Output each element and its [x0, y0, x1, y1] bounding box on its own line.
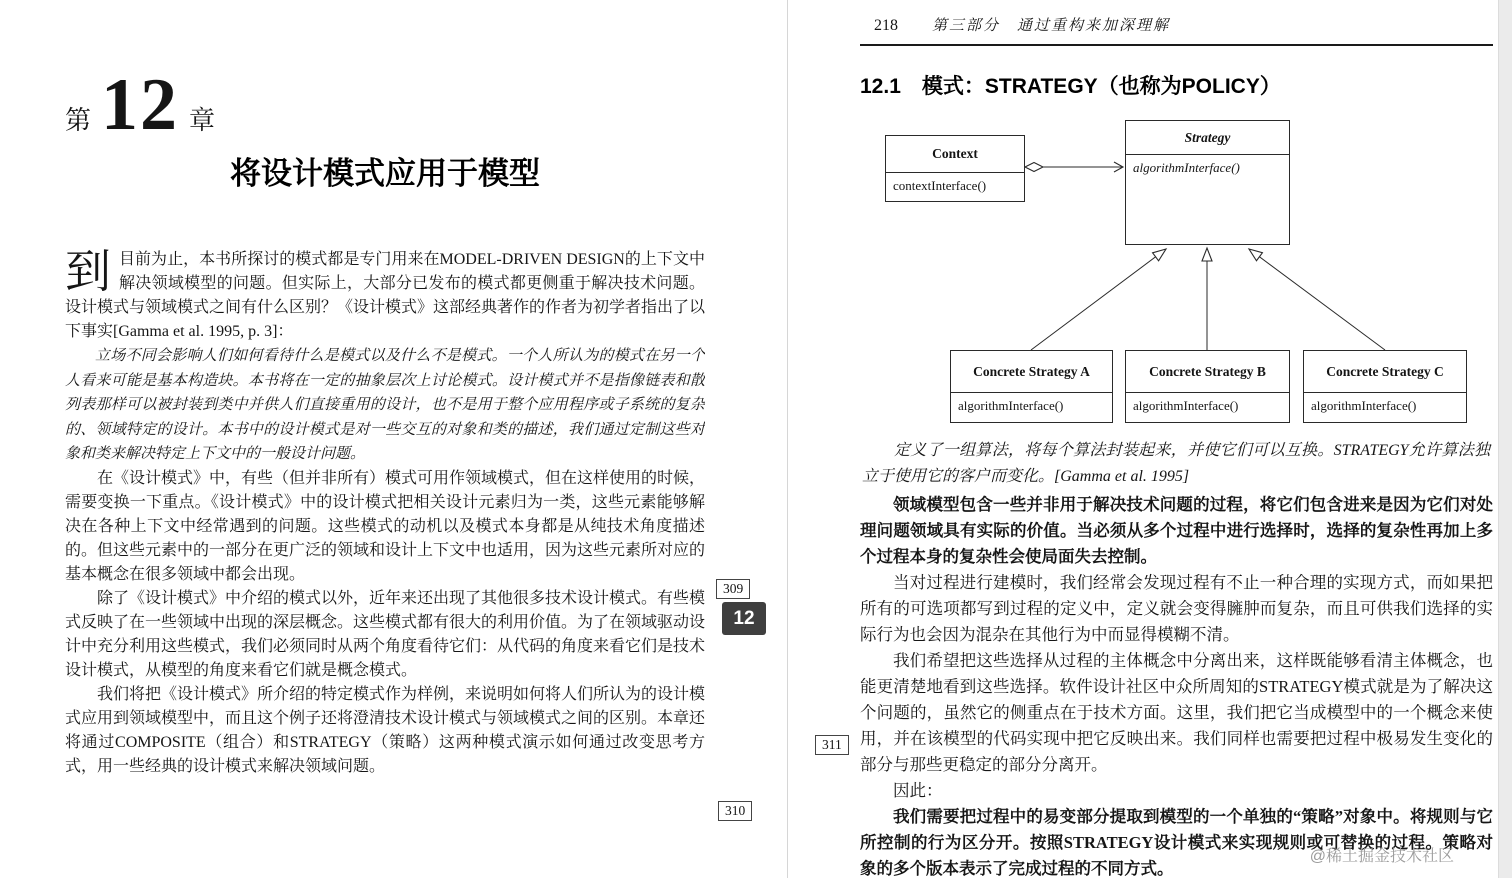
uml-class-concrete-b-method: algorithmInterface() — [1133, 398, 1239, 413]
aggregation-diamond — [1025, 163, 1043, 172]
watermark: @稀土掘金技术社区 — [1309, 848, 1454, 865]
generalization-c — [1249, 249, 1385, 350]
drop-cap: 到 — [65, 248, 111, 297]
uml-class-context — [885, 135, 1025, 202]
diagram-caption: 定义了一组算法，将每个算法封装起来，并使它们可以互换。STRATEGY允许算法独立于使用它的客户而变化。[Gamma et al. 1995] — [862, 442, 1490, 485]
uml-class-concrete-strategy-c — [1303, 350, 1467, 423]
page-gutter-divider — [787, 0, 788, 878]
left-paragraph-2: 除了《设计模式》中介绍的模式以外，近年来还出现了其他很多技术设计模式。有些模式反映了在一些领域中出现的深层概念。这些模式都有很大的利用价值。为了在领域驱动设计中充分利用这些模式，我们必须同时从两个角度看待它们：从代码的角度来看它们是技术设计模式，从模型的角度来看它们就是概念模式。 — [65, 589, 705, 679]
right-paragraph-4: 因此： — [893, 781, 943, 800]
page-number: 218 — [874, 17, 898, 34]
uml-class-strategy-name: Strategy — [1126, 121, 1289, 155]
generalization-a — [1031, 249, 1166, 350]
intro-paragraph — [65, 248, 705, 344]
intro-text: 目前为止，本书所探讨的模式都是专门用来在MODEL-DRIVEN DESIGN的上下文中解决领域模型的问题。但实际上，大部分已发布的模式都更侧重于解决技术问题。设计模式与领域模式之间有什么区别？《设计模式》这部经典著作的作者为初学者指出了以下事实[Gamma et al. 1995, p. 3]： — [65, 251, 705, 340]
right-paragraph-2: 当对过程进行建模时，我们经常会发现过程有不止一种合理的实现方式，而如果把所有的可选项都写到过程的定义中，定义就会变得臃肿而复杂，而且可供我们选择的实际行为也会因为混杂在其他行为中而显得模糊不清。 — [860, 573, 1493, 644]
chapter-prefix: 第 — [65, 105, 92, 135]
section-heading: 12.1 模式：STRATEGY（也称为POLICY） — [860, 75, 1281, 98]
strategy-uml-diagram — [860, 115, 1493, 435]
chapter-edge-tab: 12 — [722, 602, 766, 635]
uml-class-concrete-strategy-a — [950, 350, 1113, 423]
chapter-title: 将设计模式应用于模型 — [230, 156, 540, 191]
block-quote: 立场不同会影响人们如何看待什么是模式以及什么不是模式。一个人所认为的模式在另一个人看来可能是基本构造块。本书将在一定的抽象层次上讨论模式。设计模式并不是指像链表和散列表那样可以被封装到类中并供人们直接重用的设计，也不是用于整个应用程序或子系统的复杂的、领域特定的设计。本书中的设计模式是对一些交互的对象和类的描述，我们通过定制这些对象和类来解决特定上下文中的一般设计问题。 — [65, 348, 705, 462]
left-paragraph-1: 在《设计模式》中，有些（但并非所有）模式可用作领域模式，但在这样使用的时候，需要变换一下重点。《设计模式》中的设计模式把相关设计元素归为一类，这些元素能够解决在各种上下文中经常遇到的问题。这些模式的动机以及模式本身都是从纯技术角度描述的。但这些元素中的一部分在更广泛的领域和设计上下文中也适用，因为这些元素所对应的基本概念在很多领域中都会出现。 — [65, 469, 705, 583]
chapter-number: 12 — [101, 64, 180, 146]
uml-class-strategy — [1125, 120, 1290, 245]
running-header-title: 第三部分 通过重构来加深理解 — [932, 18, 1171, 34]
uml-class-concrete-c-name: Concrete Strategy C — [1304, 351, 1466, 393]
right-paragraph-1: 领域模型包含一些并非用于解决技术问题的过程，将它们包含进来是因为它们对处理问题领域具有实际的价值。当必须从多个过程中进行选择时，选择的复杂性再加上多个过程本身的复杂性会使局面失去控制。 — [860, 495, 1493, 566]
uml-class-context-method: contextInterface() — [893, 178, 987, 193]
running-header — [860, 14, 1493, 46]
margin-page-number-311: 311 — [815, 735, 849, 755]
right-page-body — [860, 492, 1493, 878]
uml-class-concrete-b-name: Concrete Strategy B — [1126, 351, 1289, 393]
margin-page-number-310: 310 — [718, 801, 752, 821]
left-page-body — [65, 248, 705, 848]
right-paragraph-5: 我们需要把过程中的易变部分提取到模型的一个单独的“策略”对象中。将规则与它所控制的行为区分开。按照STRATEGY设计模式来实现规则或可替换的过程。策略对象的多个版本表示了完成过程的不同方式。 — [860, 807, 1493, 878]
right-paragraph-3: 我们希望把这些选择从过程的主体概念中分离出来，这样既能够看清主体概念，也能更清楚地看到这些选择。软件设计社区中众所周知的STRATEGY模式就是为了解决这个问题的，虽然它的侧重点在于技术方面。这里，我们把它当成模型中的一个概念来使用，并在该模型的代码实现中把它反映出来。我们同样也需要把过程中极易发生变化的部分与那些更稳定的部分分离开。 — [860, 651, 1493, 774]
left-paragraph-3: 我们将把《设计模式》所介绍的特定模式作为样例，来说明如何将人们所认为的设计模式应用到领域模型中，而且这个例子还将澄清技术设计模式与领域模式之间的区别。本章还将通过COMPOSITE（组合）和STRATEGY（策略）这两种模式演示如何通过改变思考方式，用一些经典的设计模式来解决领域问题。 — [65, 685, 705, 775]
uml-class-concrete-c-method: algorithmInterface() — [1311, 398, 1417, 413]
uml-class-context-name: Context — [886, 136, 1024, 173]
chapter-suffix: 章 — [189, 105, 216, 135]
margin-page-number-309: 309 — [716, 579, 750, 599]
scan-right-edge — [1498, 0, 1512, 878]
chapter-mark — [65, 64, 216, 146]
uml-class-concrete-a-method: algorithmInterface() — [958, 398, 1064, 413]
uml-class-concrete-strategy-b — [1125, 350, 1290, 423]
uml-class-concrete-a-name: Concrete Strategy A — [951, 351, 1112, 393]
uml-class-strategy-method: algorithmInterface() — [1133, 160, 1240, 175]
